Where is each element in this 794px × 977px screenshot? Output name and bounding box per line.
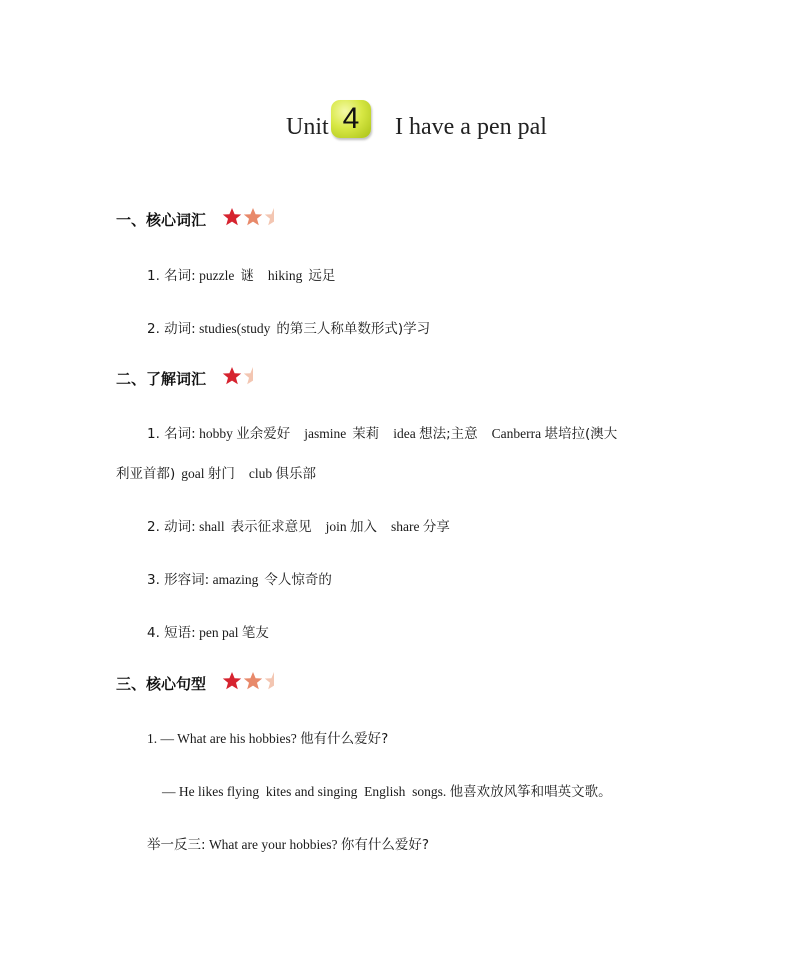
sentence-line-2: — He likes flying kites and singing English songs. 他喜欢放风筝和唱英文歌。 bbox=[162, 784, 612, 800]
rating-stars-core-sentences bbox=[222, 671, 285, 691]
core-vocab-line-1: 1. 名词: puzzle 谜 hiking 远足 bbox=[147, 268, 336, 284]
star-icon bbox=[264, 207, 284, 227]
rating-stars-learn-vocab bbox=[222, 366, 264, 386]
section-heading-core-sentences: 三、核心句型 bbox=[116, 675, 207, 693]
unit-number-badge: 4 bbox=[331, 100, 371, 138]
learn-vocab-line-1: 1. 名词: hobby 业余爱好 jasmine 茉莉 idea 想法;主意 Canberra 堪培拉(澳大 bbox=[147, 426, 618, 442]
learn-vocab-line-2: 2. 动词: shall 表示征求意见 join 加入 share 分享 bbox=[147, 519, 450, 535]
page-title bbox=[0, 100, 794, 150]
core-vocab-line-2: 2. 动词: studies(study 的第三人称单数形式)学习 bbox=[147, 321, 431, 337]
star-icon bbox=[243, 207, 263, 227]
rating-stars-core-vocab bbox=[222, 207, 285, 227]
star-icon bbox=[222, 671, 242, 691]
title-text: I have a pen pal bbox=[395, 114, 547, 140]
title-unit: Unit bbox=[286, 114, 329, 140]
section-heading-core-vocab: 一、核心词汇 bbox=[116, 211, 207, 229]
star-icon bbox=[222, 207, 242, 227]
star-icon bbox=[243, 366, 263, 386]
star-icon bbox=[222, 366, 242, 386]
learn-vocab-line-1-cont: 利亚首都) goal 射门 club 俱乐部 bbox=[116, 466, 317, 482]
learn-vocab-line-3: 3. 形容词: amazing 令人惊奇的 bbox=[147, 572, 332, 588]
sentence-line-3: 举一反三: What are your hobbies? 你有什么爱好? bbox=[147, 837, 430, 853]
section-heading-learn-vocab: 二、了解词汇 bbox=[116, 370, 207, 388]
learn-vocab-line-4: 4. 短语: pen pal 笔友 bbox=[147, 625, 269, 641]
star-icon bbox=[264, 671, 284, 691]
sentence-line-1: 1. — What are his hobbies? 他有什么爱好? bbox=[147, 731, 389, 747]
star-icon bbox=[243, 671, 263, 691]
